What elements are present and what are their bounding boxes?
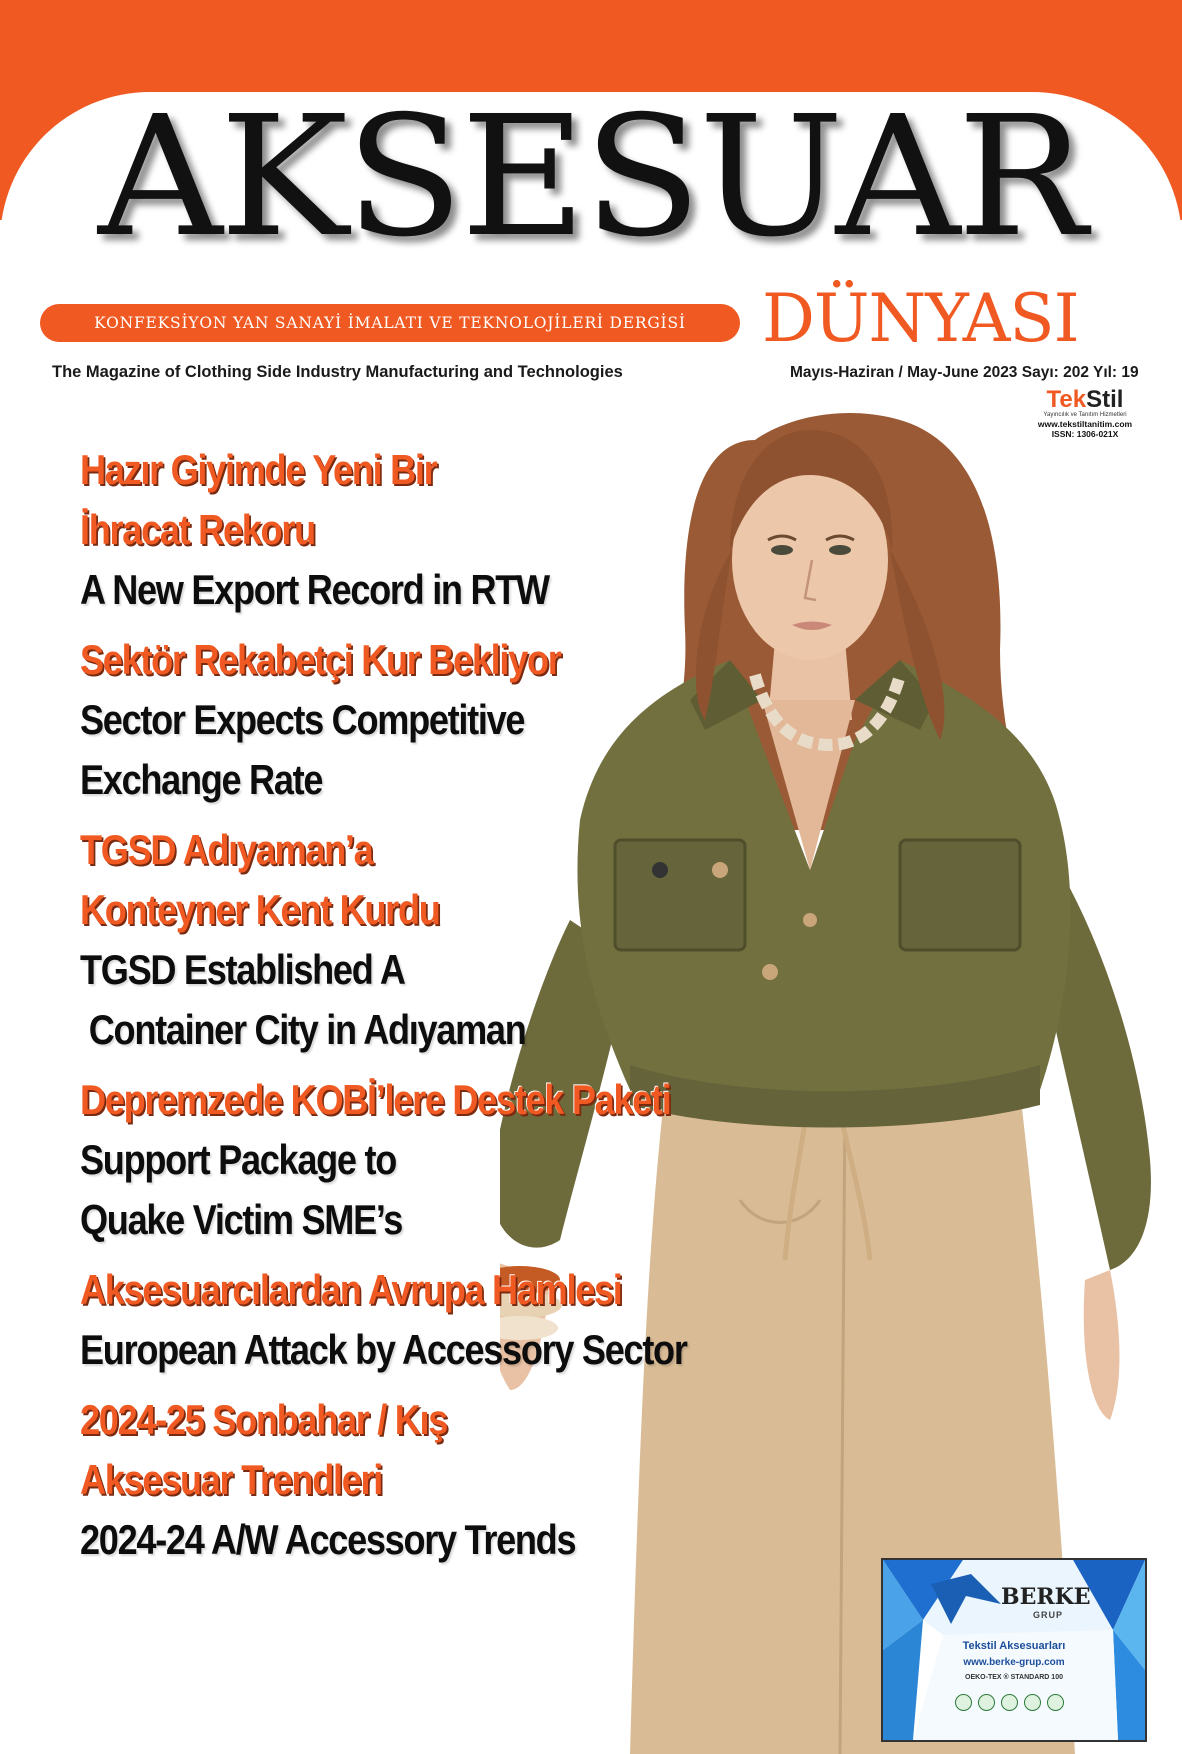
certificate-icon: [955, 1694, 972, 1711]
cover-headlines: [80, 440, 800, 1570]
advert-certificate: OEKO-TEX ® STANDARD 100: [965, 1674, 1063, 1681]
certificate-icon: [978, 1694, 995, 1711]
headline-tr: Sektör Rekabetçi Kur Bekliyor: [80, 636, 561, 683]
advert-url: www.berke-grup.com: [963, 1657, 1065, 1668]
right-hand: [1084, 1270, 1120, 1420]
advert-tagline: Tekstil Aksesuarları: [962, 1640, 1066, 1652]
headline-tr: Konteyner Kent Kurdu: [80, 886, 440, 933]
headline-en: Quake Victim SME’s: [80, 1196, 403, 1243]
certificate-icons: [955, 1694, 1064, 1711]
headline-block: [80, 1260, 800, 1380]
headline-tr: Aksesuar Trendleri: [80, 1456, 383, 1503]
advert-group: GRUP: [1033, 1610, 1064, 1620]
headline-en: European Attack by Accessory Sector: [80, 1326, 687, 1373]
magazine-title: AKSESUAR: [97, 81, 1085, 274]
certificate-icon: [1001, 1694, 1018, 1711]
turkish-subtitle: KONFEKSİYON YAN SANAYİ İMALATI VE TEKNOLOJİLERİ DERGİSİ: [40, 304, 740, 342]
headline-en: Exchange Rate: [80, 756, 323, 803]
headline-tr: İhracat Rekoru: [80, 506, 315, 553]
headline-block: [80, 1390, 800, 1570]
bird-logo-icon: [931, 1574, 1001, 1624]
headline-block: [80, 440, 800, 620]
headline-en: A New Export Record in RTW: [80, 566, 549, 613]
headline-tr: Depremzede KOBİ’lere Destek Paketi: [80, 1076, 671, 1123]
magazine-title-dunyasi: DÜNYASI: [762, 280, 1079, 357]
english-subtitle: The Magazine of Clothing Side Industry Manufacturing and Technologies: [52, 363, 623, 381]
headline-en: Sector Expects Competitive: [80, 696, 525, 743]
headline-block: [80, 1070, 800, 1250]
headline-tr: Hazır Giyimde Yeni Bir: [80, 446, 437, 493]
headline-tr: TGSD Adıyaman’a: [80, 826, 373, 873]
headline-en: 2024-24 A/W Accessory Trends: [80, 1516, 576, 1563]
advert-brand: BERKE: [1001, 1584, 1091, 1610]
berke-grup-advert: [881, 1558, 1147, 1742]
publisher-logo: [1020, 388, 1150, 440]
certificate-icon: [1024, 1694, 1041, 1711]
headline-tr: 2024-25 Sonbahar / Kış: [80, 1396, 448, 1443]
publisher-issn: ISSN: 1306-021X: [1051, 429, 1119, 440]
publisher-tagline: Yayıncılık ve Tanıtım Hizmetleri: [1043, 412, 1127, 418]
issue-info: Mayıs-Haziran / May-June 2023 Sayı: 202 Yıl: 19: [790, 364, 1139, 381]
headline-tr: Aksesuarcılardan Avrupa Hamlesi: [80, 1266, 622, 1313]
publisher-brand: TekStil: [1046, 386, 1124, 413]
headline-en: Support Package to: [80, 1136, 396, 1183]
certificate-icon: [1047, 1694, 1064, 1711]
headline-block: [80, 820, 800, 1060]
headline-en: TGSD Established A: [80, 946, 405, 993]
publisher-url: www.tekstiltanitim.com: [1037, 419, 1133, 430]
headline-en: Container City in Adıyaman: [80, 1006, 526, 1053]
headline-block: [80, 630, 800, 810]
